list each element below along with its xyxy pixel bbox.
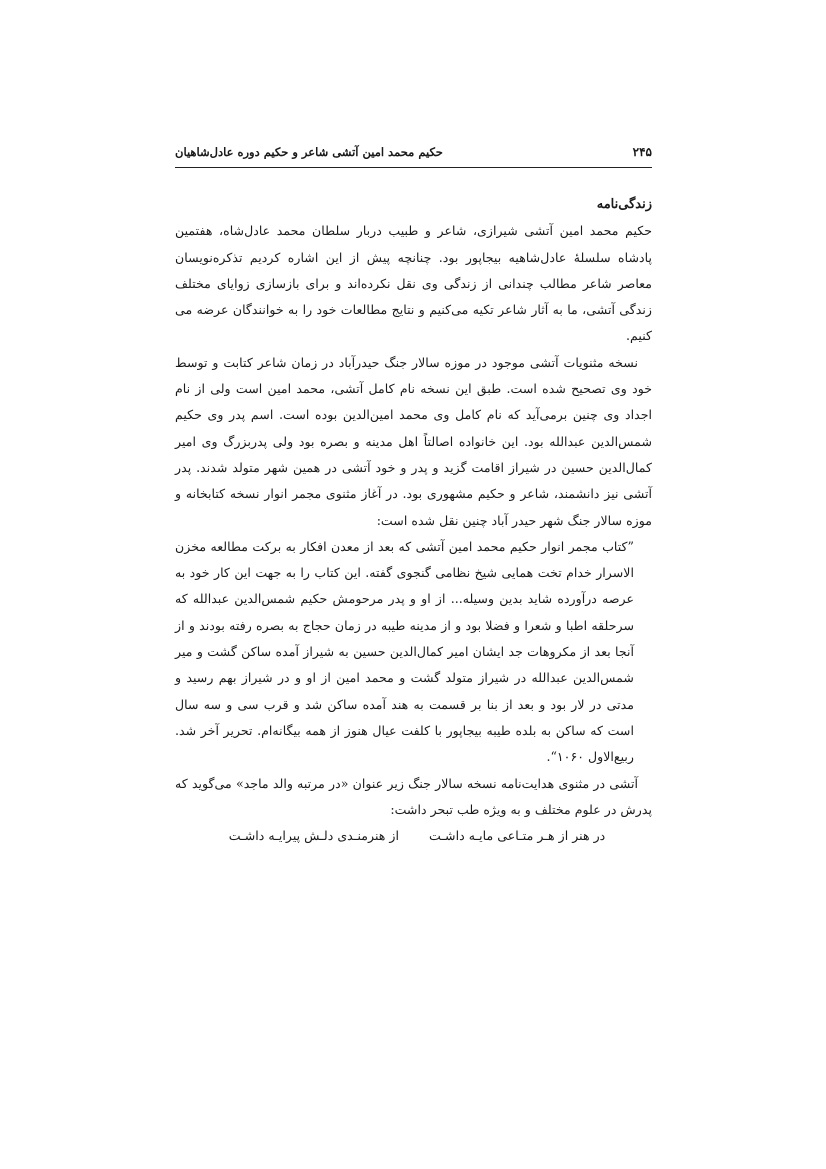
running-header [175,145,652,168]
verse-hemistich-2: از هنرمنـدی دلـش پیرایـه داشـت [228,828,399,844]
running-title: حکیم محمد امین آتشی شاعر و حکیم دوره عادل‌شاهیان [175,145,443,159]
page-number: ۲۴۵ [632,145,652,159]
book-page [175,0,652,1169]
verse-hemistich-1: در هنر از هـر متـاعی مایـه داشـت [429,828,606,844]
body-text [175,192,652,849]
closing-paragraph: آتشی در مثنوی هدایت‌نامه نسخه سالار جنگ زیر عنوان «در مرتبه والد ماجد» می‌گوید که پدرش در علوم مختلف و به ویژه طب تبحر داشت: [175,775,652,817]
section-title: زندگی‌نامه [596,197,652,212]
block-quote [175,534,634,771]
quote-text: ”کتاب مجمر انوار حکیم محمد امین آتشی که بعد از معدن افکار به برکت مطالعه مخزن الاسرار خدام تخت همایی شیخ نظامی گنجوی گفته. این کتاب را به جهت این کار خود به عرصه درآورده شاید بدین وسیله... از او و پدر مرحومش حکیم شمس‌الدین عبدالله که سرحلقه اطبا و شعرا و فضلا بود و از مدینه طیبه در زمان حجاج به بصره رفته بودند و از آنجا بعد از مکروهات جد ایشان امیر کمال‌الدین حسین به شیراز آمده ساکن گشت و میر شمس‌الدین عبدالله در شیراز متولد گشت و محمد امین از او و در شیراز بهم رسید و مدتی در لار بود و بعد از بنا بر قسمت به هند آمده ساکن شد و قرب سی و سه سال است که ساکن به بلده طیبه بیجاپور با کلفت عیال هنوز از همه بیگانه‌ام. تحریر آخر شد. ربیع‌الاول ۱۰۶۰“. [175,538,635,765]
paragraph-2: نسخه مثنویات آتشی موجود در موزه سالار جنگ حیدرآباد در زمان شاعر کتابت و توسط خود وی تصحیح شده است. طبق این نسخه نام کامل آتشی، محمد امین است ولی از نام اجداد وی چنین برمی‌آید که نام کامل وی محمد امین‌الدین بوده است. اسم پدر وی حکیم شمس‌الدین عبدالله بود. این خانواده اصالتاً اهل مدینه و بصره بود ولی پدربزرگ وی امیر کمال‌الدین حسین در شیراز اقامت گزید و پدر و خود آتشی در همین شهر متولد شدند. پدر آتشی نیز دانشمند، شاعر و حکیم مشهوری بود. در آغاز مثنوی مجمر انوار نسخه کتابخانه و موزه سالار جنگ شهر حیدر آباد چنین نقل شده است: [175,354,653,528]
paragraph-1: حکیم محمد امین آتشی شیرازی، شاعر و طبیب دربار سلطان محمد عادل‌شاه، هفتمین پادشاه سلسلهٔ عادل‌شاهیه بیجاپور بود. چنانچه پیش از این اشاره کردیم تذکره‌نویسان معاصر شاعر مطالب چندانی از زندگی وی نقل نکرده‌اند و برای بازسازی زوایای مختلف زندگی آتشی، ما به آثار شاعر تکیه می‌کنیم و نتایج مطالعات خود را به خوانندگان عرضه می کنیم. [175,223,652,344]
verse-couplet [222,823,612,849]
